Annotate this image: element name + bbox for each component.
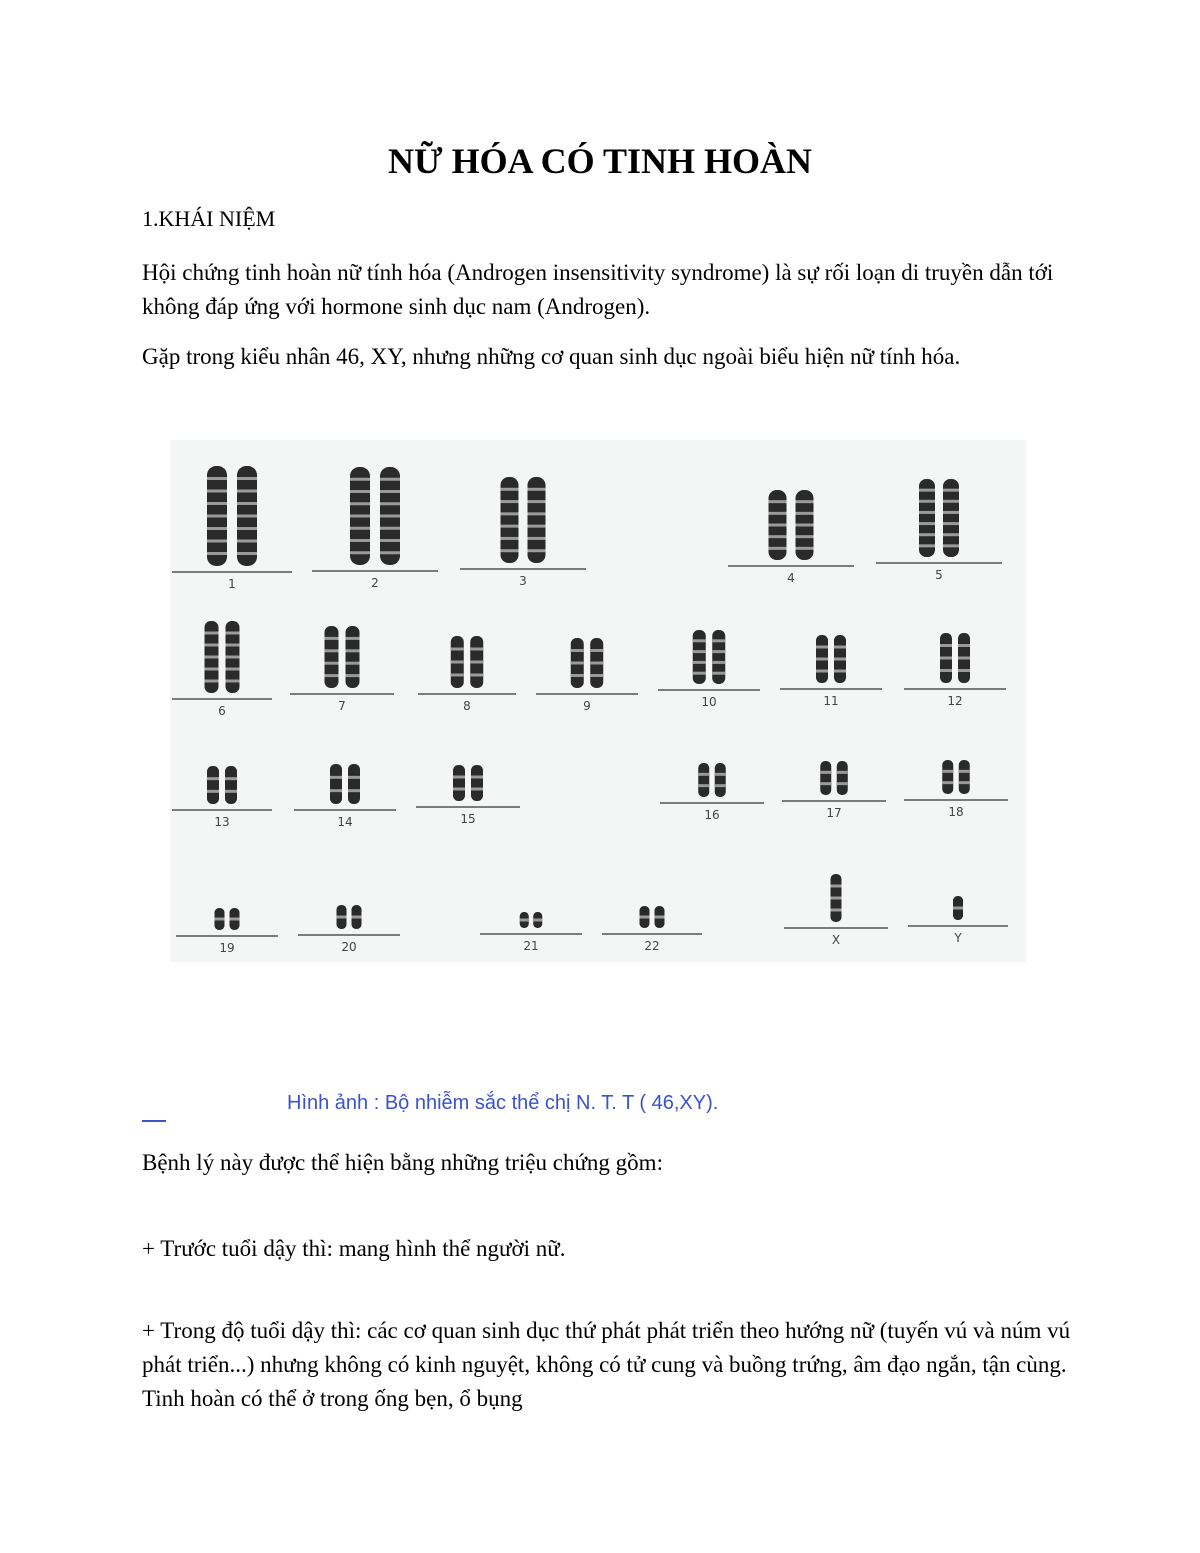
chromosome-band — [207, 527, 227, 530]
chromosome-band — [919, 544, 935, 547]
chromosome-band — [769, 535, 787, 538]
chromosome-band — [350, 490, 370, 493]
chromosome-band — [237, 552, 257, 555]
chromosome-band — [816, 670, 828, 673]
chromosome-label: Y — [954, 931, 962, 945]
chromosome-band — [520, 919, 529, 922]
karyotype-figure — [170, 440, 1026, 962]
chromosome-band — [501, 549, 519, 552]
figure-caption: Hình ảnh : Bộ nhiễm sắc thể chị N. T. T ( 46,XY). — [287, 1092, 719, 1114]
chromosome-label: 14 — [337, 815, 353, 829]
chromosome-band — [207, 477, 227, 480]
chromosome-band — [693, 672, 706, 675]
chromosome-pair-18 — [904, 760, 1008, 819]
chromosome-band — [380, 490, 400, 493]
section-heading: 1.KHÁI NIỆM — [142, 206, 276, 231]
chromosome — [225, 766, 237, 804]
chromosome-band — [348, 776, 360, 779]
chromosome-band — [693, 650, 706, 653]
chromosome-band — [796, 500, 814, 503]
chromosome-band — [501, 537, 519, 540]
chromosome-band — [959, 781, 970, 784]
chromosome-band — [470, 661, 483, 664]
chromosome-band — [346, 649, 360, 652]
chromosome-band — [837, 782, 848, 785]
chromosome-band — [346, 674, 360, 677]
chromosome-pair-17 — [782, 761, 886, 820]
chromosome-band — [237, 490, 257, 493]
chromosome-band — [350, 527, 370, 530]
during-puberty-paragraph: + Trong độ tuổi dậy thì: các cơ quan sinh dục thứ phát phát triển theo hướng nữ (tuyến vú và núm vú phát triển...) nhưng không có kinh nguyệt, không có tử cung và buồng trứng, âm đạo ngắn, tận cùng. Tinh hoàn có thể ở trong ống bẹn, ổ bụng — [142, 1318, 1071, 1411]
chromosome-pair-19 — [176, 908, 278, 955]
chromosome — [207, 766, 219, 804]
chromosome-band — [205, 680, 219, 683]
chromosome-label: 16 — [704, 808, 720, 822]
chromosome-band — [330, 789, 342, 792]
chromosome-band — [712, 661, 725, 664]
chromosome-band — [571, 674, 584, 677]
chromosome-label: 7 — [338, 699, 346, 713]
chromosome-band — [834, 658, 846, 661]
chromosome-band — [471, 776, 483, 779]
chromosome-pair-2 — [312, 467, 438, 590]
chromosome-band — [348, 789, 360, 792]
chromosome-label: 18 — [948, 805, 964, 819]
chromosome-band — [640, 916, 650, 919]
chromosome-band — [769, 512, 787, 515]
chromosome-label: 11 — [823, 694, 839, 708]
chromosome-band — [571, 662, 584, 665]
chromosome-band — [919, 533, 935, 536]
chromosome-band — [453, 776, 465, 779]
chromosome-band — [940, 644, 952, 647]
chromosome-pair-x — [784, 874, 888, 947]
chromosome-label: 8 — [463, 699, 471, 713]
chromosome-pair-20 — [298, 905, 400, 954]
chromosome-band — [942, 781, 953, 784]
chromosome-band — [940, 657, 952, 660]
chromosome — [346, 626, 360, 688]
chromosome-band — [215, 918, 225, 921]
chromosome-band — [712, 672, 725, 675]
chromosome — [959, 760, 970, 794]
chromosome-band — [470, 674, 483, 677]
chromosome-band — [528, 500, 546, 503]
chromosome-label: 20 — [341, 940, 357, 954]
chromosome-band — [325, 637, 339, 640]
chromosome — [820, 761, 831, 795]
chromosome-pair-14 — [294, 764, 396, 829]
chromosome-band — [958, 657, 970, 660]
chromosome-band — [226, 644, 240, 647]
chromosome-band — [350, 478, 370, 481]
chromosome-pair-9 — [536, 638, 638, 713]
chromosome-band — [501, 488, 519, 491]
chromosome-band — [655, 916, 665, 919]
caption-marker — [142, 1120, 166, 1122]
chromosome-pair-12 — [904, 633, 1006, 708]
chromosome-pair-4 — [728, 490, 854, 585]
chromosome-band — [698, 773, 709, 776]
chromosome-band — [533, 919, 542, 922]
chromosome — [837, 761, 848, 795]
chromosome-pair-7 — [290, 626, 394, 713]
chromosome-band — [205, 644, 219, 647]
chromosome-band — [451, 648, 464, 651]
chromosome-pair-1 — [172, 466, 292, 591]
chromosome-band — [325, 674, 339, 677]
chromosome-label: 6 — [218, 704, 226, 718]
chromosome-band — [325, 662, 339, 665]
chromosome-label: 4 — [787, 571, 795, 585]
chromosome-band — [380, 527, 400, 530]
chromosome-band — [820, 771, 831, 774]
chromosome-band — [225, 790, 237, 793]
chromosome-band — [325, 649, 339, 652]
chromosome-band — [831, 909, 842, 912]
chromosome-band — [715, 773, 726, 776]
chromosome-band — [796, 547, 814, 550]
chromosome-band — [380, 502, 400, 505]
chromosome-band — [207, 515, 227, 518]
chromosome-label: 12 — [947, 694, 963, 708]
chromosome-band — [919, 511, 935, 514]
chromosome-band — [528, 537, 546, 540]
chromosome-band — [528, 549, 546, 552]
chromosome — [330, 764, 342, 804]
chromosome-band — [590, 662, 603, 665]
chromosome-band — [693, 661, 706, 664]
chromosome-band — [693, 639, 706, 642]
chromosome-band — [230, 918, 240, 921]
symptoms-intro-paragraph: Bệnh lý này được thể hiện bằng những triệu chứng gồm: — [142, 1150, 663, 1175]
chromosome-label: 1 — [228, 577, 236, 591]
chromosome-band — [352, 916, 362, 919]
chromosome-band — [796, 524, 814, 527]
chromosome — [693, 630, 706, 684]
chromosome-band — [943, 489, 959, 492]
chromosome-pair-21 — [480, 912, 582, 953]
chromosome-band — [226, 656, 240, 659]
chromosome-band — [451, 661, 464, 664]
chromosome-band — [940, 669, 952, 672]
chromosome-band — [350, 515, 370, 518]
chromosome-band — [528, 512, 546, 515]
chromosome-band — [380, 539, 400, 542]
chromosome-band — [590, 649, 603, 652]
chromosome-band — [816, 658, 828, 661]
chromosome-pair-16 — [660, 763, 764, 822]
chromosome-band — [350, 551, 370, 554]
chromosome-band — [919, 522, 935, 525]
chromosome-band — [226, 680, 240, 683]
chromosome-band — [796, 535, 814, 538]
chromosome-band — [820, 782, 831, 785]
chromosome-band — [471, 788, 483, 791]
chromosome-band — [350, 502, 370, 505]
chromosome-pair-6 — [172, 621, 272, 718]
chromosome-band — [942, 770, 953, 773]
chromosome-pair-5 — [876, 479, 1002, 582]
chromosome-pair-15 — [416, 765, 520, 826]
chromosome — [698, 763, 709, 797]
chromosome-band — [958, 669, 970, 672]
chromosome-band — [715, 784, 726, 787]
chromosome-label: 10 — [701, 695, 717, 709]
chromosome-band — [501, 512, 519, 515]
chromosome — [942, 760, 953, 794]
chromosome-band — [330, 776, 342, 779]
page-title: NỮ HÓA CÓ TINH HOÀN — [387, 141, 813, 181]
chromosome-band — [959, 770, 970, 773]
chromosome-band — [207, 502, 227, 505]
chromosome-band — [501, 525, 519, 528]
chromosome-band — [237, 515, 257, 518]
chromosome-label: 2 — [371, 576, 379, 590]
chromosome-band — [943, 533, 959, 536]
chromosome-band — [337, 916, 347, 919]
chromosome-band — [380, 478, 400, 481]
chromosome-band — [919, 489, 935, 492]
chromosome-band — [943, 511, 959, 514]
chromosome-band — [350, 539, 370, 542]
chromosome-band — [831, 897, 842, 900]
chromosome-label: 17 — [826, 806, 842, 820]
karyotype-image — [170, 440, 1026, 962]
chromosome-band — [380, 551, 400, 554]
chromosome-band — [958, 644, 970, 647]
chromosome — [453, 765, 465, 801]
chromosome-band — [453, 788, 465, 791]
chromosome-band — [831, 885, 842, 888]
chromosome-band — [769, 547, 787, 550]
chromosome-label: X — [831, 933, 841, 947]
chromosome-band — [205, 668, 219, 671]
chromosome-pair-13 — [172, 766, 272, 829]
chromosome-label: 13 — [214, 815, 230, 829]
chromosome-band — [470, 648, 483, 651]
chromosome-band — [528, 488, 546, 491]
chromosome-band — [451, 674, 464, 677]
chromosome-pair-11 — [780, 635, 882, 708]
chromosome — [715, 763, 726, 797]
chromosome-label: 22 — [644, 939, 660, 953]
chromosome-band — [207, 552, 227, 555]
karyotype-paragraph: Gặp trong kiểu nhân 46, XY, nhưng những cơ quan sinh dục ngoài biểu hiện nữ tính hóa. — [142, 344, 961, 369]
definition-paragraph: Hội chứng tinh hoàn nữ tính hóa (Androgen insensitivity syndrome) là sự rối loạn di truyền dẫn tới không đáp ứng với hormone sinh dục nam (Androgen). — [142, 260, 1054, 319]
chromosome-band — [919, 500, 935, 503]
chromosome-band — [816, 646, 828, 649]
chromosome-band — [769, 524, 787, 527]
chromosome-band — [380, 515, 400, 518]
chromosome-band — [237, 477, 257, 480]
chromosome-band — [226, 632, 240, 635]
chromosome-band — [769, 500, 787, 503]
before-puberty-paragraph: + Trước tuổi dậy thì: mang hình thể người nữ. — [142, 1236, 566, 1261]
chromosome-pair-22 — [602, 906, 702, 953]
chromosome-band — [225, 777, 237, 780]
chromosome-band — [953, 907, 963, 910]
chromosome-band — [796, 512, 814, 515]
chromosome-pair-10 — [658, 630, 760, 709]
chromosome-pair-3 — [460, 477, 586, 588]
chromosome-label: 19 — [219, 941, 235, 955]
chromosome-band — [237, 540, 257, 543]
chromosome-label: 9 — [583, 699, 591, 713]
chromosome-label: 3 — [519, 574, 527, 588]
chromosome-band — [226, 668, 240, 671]
chromosome-band — [712, 639, 725, 642]
chromosome-band — [528, 525, 546, 528]
chromosome-band — [698, 784, 709, 787]
chromosome-band — [207, 777, 219, 780]
chromosome-label: 15 — [460, 812, 476, 826]
chromosome-band — [590, 674, 603, 677]
chromosome-band — [571, 649, 584, 652]
chromosome-band — [943, 544, 959, 547]
chromosome — [325, 626, 339, 688]
chromosome-band — [205, 656, 219, 659]
chromosome — [712, 630, 725, 684]
chromosome-band — [834, 646, 846, 649]
chromosome-label: 5 — [935, 568, 943, 582]
chromosome-band — [501, 500, 519, 503]
chromosome-pair-8 — [418, 636, 516, 713]
chromosome-band — [207, 540, 227, 543]
chromosome-label: 21 — [523, 939, 539, 953]
chromosome-band — [237, 502, 257, 505]
chromosome — [471, 765, 483, 801]
chromosome-pair-y — [908, 896, 1008, 945]
chromosome-band — [205, 632, 219, 635]
chromosome-band — [834, 670, 846, 673]
chromosome — [348, 764, 360, 804]
chromosome-band — [207, 490, 227, 493]
chromosome-band — [943, 522, 959, 525]
chromosome-band — [837, 771, 848, 774]
chromosome-band — [237, 527, 257, 530]
chromosome-band — [712, 650, 725, 653]
chromosome-band — [346, 637, 360, 640]
chromosome-band — [207, 790, 219, 793]
chromosome-band — [346, 662, 360, 665]
chromosome-band — [943, 500, 959, 503]
